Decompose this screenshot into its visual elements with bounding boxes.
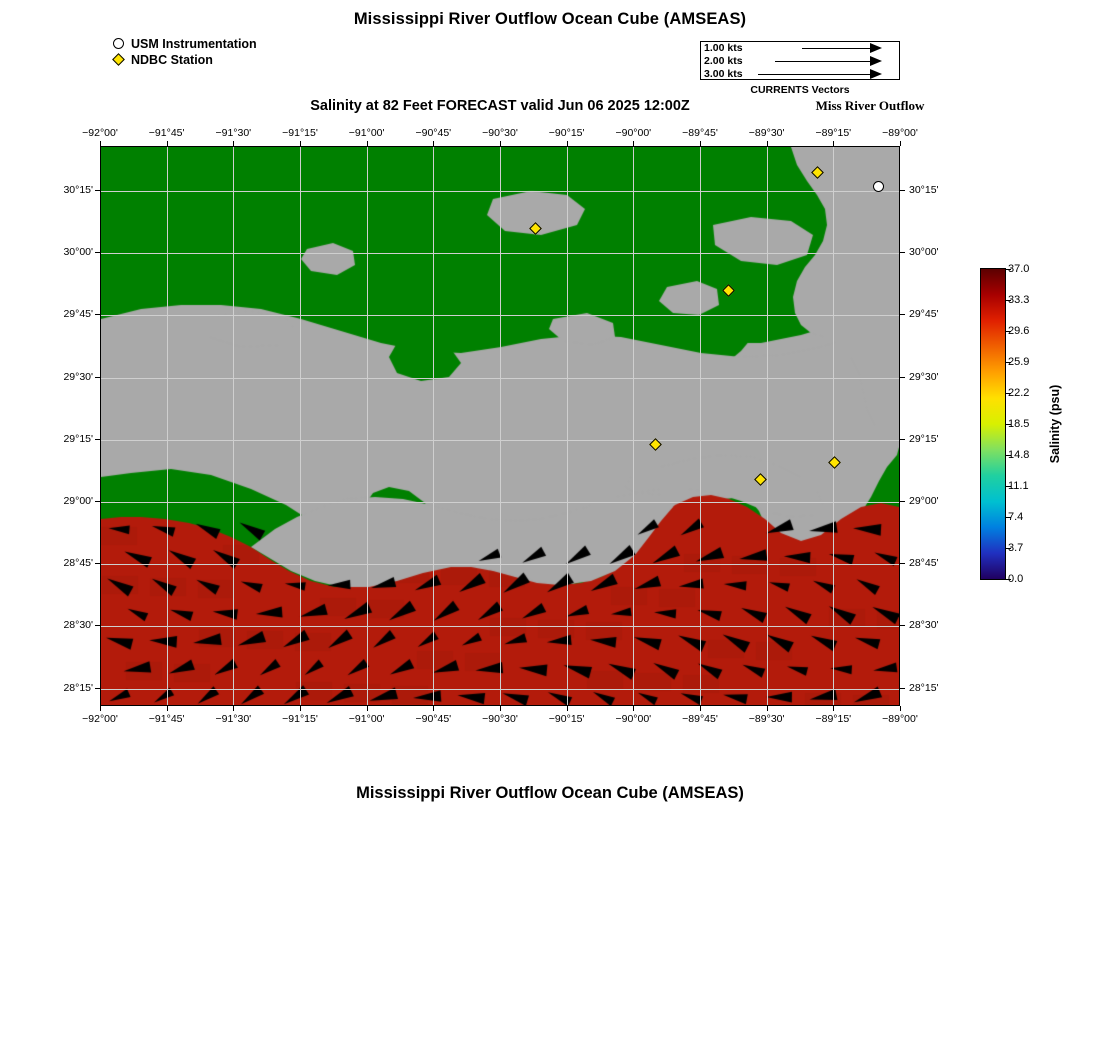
lat-tick-label: 29°00' [63,495,93,507]
lon-tick-mark [367,141,368,146]
lat-tick-mark [900,688,905,689]
lon-tick-label: −89°30' [748,127,785,139]
ndbc-station-6[interactable] [755,474,766,485]
colorbar-tick-label: 25.9 [1008,356,1030,368]
ndbc-station-5[interactable] [829,457,840,468]
lat-tick-label: 30°15' [63,184,93,196]
colorbar-tick-label: 0.0 [1008,573,1024,585]
colorbar-tick-label: 3.7 [1008,542,1024,554]
ndbc-station-3[interactable] [723,285,734,296]
vector-key-label: 2.00 kts [704,55,743,67]
diamond-marker-icon [828,456,841,469]
chart-subtitle: Salinity at 82 Feet FORECAST valid Jun 06 2025 12:00Z [310,98,690,114]
diamond-marker-icon [722,284,735,297]
vector-arrow-icon [870,43,882,53]
graticule-meridian [300,147,301,705]
lon-tick-label: −89°30' [748,713,785,725]
lat-tick-mark [95,563,100,564]
lon-tick-label: −89°45' [682,127,718,139]
lon-tick-label: −91°15' [282,713,318,725]
lat-tick-mark [95,190,100,191]
lat-tick-label: 30°15' [909,184,939,196]
usm-instrumentation-1[interactable] [873,181,884,192]
diamond-marker-icon [529,222,542,235]
graticule-meridian [767,147,768,705]
lat-tick-label: 28°15' [909,681,939,694]
vector-key-row [701,68,899,81]
vector-arrow-icon [870,69,882,79]
map-plot-area[interactable] [100,146,900,706]
lat-tick-label: 29°45' [909,308,939,321]
lon-tick-label: −91°45' [148,127,185,139]
vector-key-label: 3.00 kts [704,68,743,80]
diamond-marker-icon [811,166,824,179]
graticule-meridian [367,147,368,705]
colorbar-tick-label: 7.4 [1008,511,1024,523]
lat-tick-mark [900,252,905,253]
graticule-meridian [633,147,634,705]
vector-key-line [758,74,870,75]
lon-tick-label: −89°00' [882,713,918,725]
graticule-parallel [101,440,899,441]
colorbar-gradient [981,269,1005,579]
lon-tick-label: −89°45' [682,713,718,725]
lon-tick-label: −91°45' [148,713,185,725]
lat-tick-mark [900,439,905,440]
legend-item-label: USM Instrumentation [131,36,257,51]
lon-tick-label: −90°30' [482,713,518,725]
lat-tick-mark [95,501,100,502]
lon-tick-mark [500,706,501,711]
lon-tick-label: −89°15' [815,127,852,139]
colorbar-tick-label: 33.3 [1008,294,1030,306]
lon-tick-mark [433,141,434,146]
lon-tick-label: −90°45' [415,713,452,725]
ndbc-station-4[interactable] [650,439,661,450]
lon-tick-label: −90°45' [415,127,452,139]
graticule-meridian [833,147,834,705]
lon-tick-mark [900,706,901,711]
vector-key-caption: CURRENTS Vectors [750,84,850,96]
lat-tick-mark [900,563,905,564]
graticule-meridian [567,147,568,705]
vector-arrow-icon [870,56,882,66]
colorbar-tick-label: 14.8 [1008,449,1030,461]
graticule-meridian [433,147,434,705]
lat-tick-mark [900,190,905,191]
colorbar-title: Salinity (psu) [1048,384,1062,464]
graticule-parallel [101,502,899,503]
lon-tick-mark [100,141,101,146]
lon-tick-label: −91°00' [348,127,385,139]
vector-key-line [775,61,870,62]
lon-tick-mark [367,706,368,711]
lon-tick-label: −91°15' [282,127,318,139]
vector-key-row [701,55,899,68]
lon-tick-mark [167,706,168,711]
graticule-parallel [101,689,899,690]
lat-tick-label: 29°30' [63,370,93,383]
circle-marker-icon [873,181,884,192]
lon-tick-mark [233,141,234,146]
lat-tick-label: 29°45' [63,308,93,321]
lat-tick-label: 30°00' [63,246,93,259]
lon-tick-mark [567,706,568,711]
lat-tick-label: 29°15' [63,432,93,445]
lon-tick-mark [433,706,434,711]
lon-tick-label: −91°00' [348,713,385,725]
colorbar-tick-label: 29.6 [1008,325,1030,337]
lon-tick-label: −90°00' [615,127,652,139]
graticule-meridian [700,147,701,705]
lat-tick-label: 28°45' [63,557,93,570]
lon-tick-label: −91°30' [215,127,252,139]
lon-tick-mark [233,706,234,711]
lon-tick-mark [700,706,701,711]
lon-tick-label: −90°15' [548,713,585,725]
lon-tick-mark [833,141,834,146]
lat-tick-label: 30°00' [909,246,939,259]
graticule-parallel [101,191,899,192]
lon-tick-mark [767,706,768,711]
lon-tick-mark [900,141,901,146]
vector-key-row [701,42,899,55]
legend-item-usm [110,36,257,51]
diamond-marker-icon [110,55,127,64]
lon-tick-label: −90°00' [615,713,652,725]
lat-tick-label: 29°30' [909,370,939,383]
graticule-meridian [500,147,501,705]
lat-tick-mark [95,314,100,315]
lon-tick-mark [300,141,301,146]
product-label: Miss River Outflow [815,98,925,113]
lat-tick-label: 28°45' [909,557,939,570]
lon-tick-mark [167,141,168,146]
lon-tick-label: −89°00' [882,127,918,139]
vector-key-label: 1.00 kts [704,42,743,54]
graticule-meridian [167,147,168,705]
legend-item-ndbc [110,52,257,67]
graticule-parallel [101,315,899,316]
lat-tick-mark [900,625,905,626]
lon-tick-mark [767,141,768,146]
colorbar-tick-label: 22.2 [1008,387,1030,399]
lon-tick-label: −90°15' [548,127,585,139]
ndbc-station-1[interactable] [812,167,823,178]
lon-tick-label: −91°30' [215,713,252,725]
lat-tick-mark [95,688,100,689]
colorbar-tick-label: 18.5 [1008,418,1030,430]
lon-tick-label: −92°00' [82,127,118,139]
graticule-parallel [101,626,899,627]
lat-tick-mark [95,439,100,440]
legend-item-label: NDBC Station [131,52,213,67]
lat-tick-label: 29°00' [909,495,939,507]
colorbar-tick-label: 37.0 [1008,263,1030,275]
diamond-marker-icon [649,438,662,451]
lon-tick-label: −89°15' [815,713,852,725]
colorbar [980,268,1006,580]
lat-tick-mark [900,377,905,378]
graticule-parallel [101,378,899,379]
lon-tick-mark [500,141,501,146]
lon-tick-mark [700,141,701,146]
page-title: Mississippi River Outflow Ocean Cube (AMSEAS) [353,10,747,28]
graticule-meridian [233,147,234,705]
lon-tick-label: −90°30' [482,127,518,139]
graticule-parallel [101,564,899,565]
lat-tick-mark [95,377,100,378]
lat-tick-label: 28°30' [909,619,939,632]
lat-tick-mark [95,625,100,626]
ndbc-station-2[interactable] [530,223,541,234]
currents-vector-key [700,41,900,80]
lat-tick-label: 28°30' [63,619,93,632]
lon-tick-mark [833,706,834,711]
lat-tick-mark [95,252,100,253]
lon-tick-mark [633,706,634,711]
lat-tick-mark [900,314,905,315]
diamond-marker-icon [754,473,767,486]
lon-tick-mark [300,706,301,711]
lat-tick-mark [900,501,905,502]
lon-tick-label: −92°00' [82,713,118,725]
lon-tick-mark [567,141,568,146]
lat-tick-label: 29°15' [909,432,939,445]
footer-title: Mississippi River Outflow Ocean Cube (AMSEAS) [356,784,744,802]
lon-tick-mark [633,141,634,146]
lat-tick-label: 28°15' [63,681,93,694]
graticule-parallel [101,253,899,254]
marker-legend [110,36,257,68]
colorbar-tick-label: 11.1 [1008,480,1029,492]
lon-tick-mark [100,706,101,711]
vector-key-line [802,48,870,49]
circle-marker-icon [110,38,127,49]
